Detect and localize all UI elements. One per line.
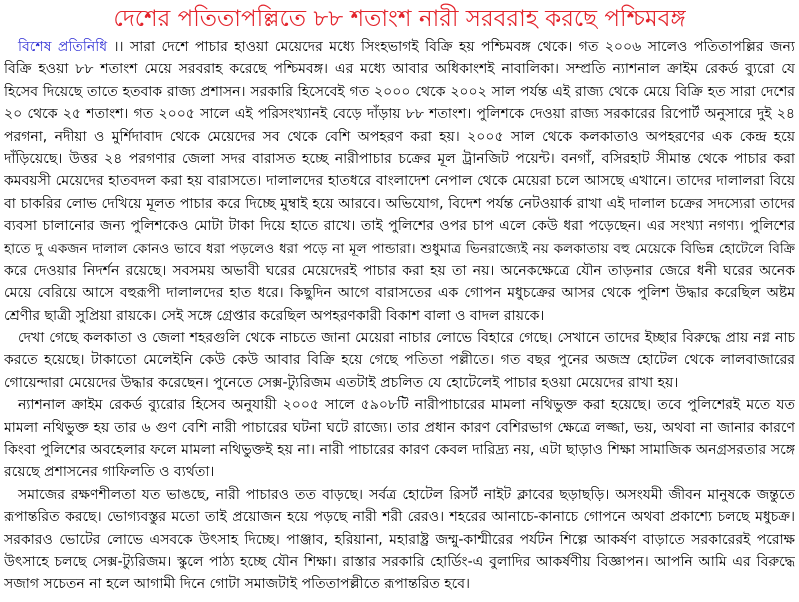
paragraph-line: হিসেব দিয়েছে তাতে হতবাক রাজ্য প্রশাসন। সরকারি হিসেবেই গত ২০০০ থেকে ২০০২ সাল পর্যন্ত এই রাজ্য থেকে মেয়ে বিক্রি হত সারা দেশের (4, 83, 795, 100)
paragraph-line: দাঁড়িয়েছে। উত্তর ২৪ পরগণার জেলা সদর বারাসত হচ্ছে নারীপাচার চক্রের মূল ট্রানজিট পয়েন্ট। বনগাঁ, বসিরহাট সীমান্ত থেকে পাচার করা (4, 150, 795, 167)
headline: দেশের পতিতাপল্লিতে ৮৮ শতাংশ নারী সরবরাহ করছে পশ্চিমবঙ্গ (113, 6, 686, 32)
article-body (4, 36, 795, 600)
paragraph-line: সমাজের রক্ষণশীলতা যত ভাঙছে, নারী পাচারও তত বাড়ছে। সর্বত্র হোটেল রিসর্ট নাইট ক্লাবের ছড়াছড়ি। অসংযমী জীবন মানুষকে জন্তুতে (18, 486, 795, 503)
paragraph-line: সজাগ সচেতন না হলে আগামী দিনে গোটা সমাজটাই পতিতাপল্লীতে রূপান্তরিত হবে। (4, 576, 471, 593)
paragraph-3 (4, 394, 795, 484)
paragraph-line: উৎসাহে চলছে সেক্স-ট্যুরিজম। স্কুলে পাঠ্য হচ্ছে যৌন শিক্ষা। রাস্তার সরকারি হোর্ডিং-এ বুলাদির আকর্ষণীয় বিজ্ঞাপন। আপনি আমি এর বিরুদ্ধে (4, 553, 795, 570)
paragraph-line: সরকারও ভোটের লোভে এসবকে উৎসাহ দিচ্ছে। পাঞ্জাব, হরিয়ানা, মহারাষ্ট্র জম্মু-কাশ্মীরের পর্যটন শিল্পে আকর্ষণ বাড়াতে সরকারেরই পরোক্ষ (4, 531, 795, 548)
paragraph-line: কিংবা পুলিশের অবহেলার ফলে মামলা নথিভুক্তই হয় না। নারী পাচারের কারণ কেবল দারিদ্র্য নয়, এটা ছাড়াও শিক্ষা সামাজিক অনগ্রসরতার সঙ্গে (4, 442, 795, 459)
paragraph-line: পরগনা, নদীয়া ও মুর্শিদাবাদ থেকে মেয়েদের সব থেকে বেশি অপহরণ করা হয়। ২০০৫ সাল থেকে কলকাতাও অপহরণের এক কেন্দ্র হয়ে (4, 128, 795, 145)
paragraph-line: রূপান্তরিত করছে। ভোগ্যবস্তুর মতো তাই প্রয়োজন হয়ে পড়ছে নারী শরী রেরও। শহরের আনাচে-কানাচে গোপনে অথবা প্রকাশ্যে চলছে মধুচক্র। (4, 509, 795, 526)
paragraph-line: কমবয়সী মেয়েদের হাতবদল করা হয় বারাসতে। দালালদের হাতধরে বাংলাদেশ নেপাল থেকে মেয়েরা চলে আসছে এখানে। তাদের দালালরা বিয়ে (4, 173, 795, 190)
paragraph-line: ন্যাশনাল ক্রাইম রেকর্ড ব্যুরোর হিসেব অনুযায়ী ২০০৫ সালে ৫৯০৮টি নারীপাচারের মামলা নথিভুক্ত করা হয়েছে। তবে পুলিশেরই মতে যত (18, 397, 795, 414)
byline: বিশেষ প্রতিনিধি (18, 39, 108, 55)
paragraph-line: শ্রেণীর ছাত্রী সুপ্রিয়া রায়কে। সেই সঙ্গে গ্রেপ্তার করেছিল অপহরণকারী বিকাশ বালা ও বাদল রায়কে। (4, 307, 545, 324)
paragraph-line: ২০ থেকে ২৫ শতাংশ। গত ২০০৫ সালে এই পরিসংখ্যানই বেড়ে দাঁড়ায় ৮৮ শতাংশ। পুলিশকে দেওয়া রাজ্য সরকারের রিপোর্ট অনুসারে দুই ২৪ (4, 106, 795, 123)
paragraph-line: বিক্রি হওয়া ৮৮ শতাংশ মেয়ে সরবরাহ করেছে পশ্চিমবঙ্গ। এর মধ্যে আবার অধিকাংশই নাবালিকা। সম্প্রতি ন্যাশনাল ক্রাইম রেকর্ড ব্যুরো যে (4, 61, 795, 78)
paragraph-4 (4, 484, 795, 596)
paragraph-line: হাতে দু একজন দালাল কোনও ভাবে ধরা পড়লেও ধরা পড়ে না মূল পান্ডারা। শুধুমাত্র ভিনরাজ্যেই নয় কলকাতায় বহু মেয়েকে বিভিন্ন হোটেলে বিক্রি (4, 240, 795, 257)
paragraph-line: মামলা নথিভুক্ত হয় তার ৬ গুণ বেশি নারী পাচারের ঘটনা ঘটে রাজ্যে। তার প্রধান কারণ বেশিরভাগ ক্ষেত্রে লজ্জা, ভয়, অথবা না জানার কারণে (4, 419, 795, 436)
paragraph-line: দেখা গেছে কলকাতা ও জেলা শহরগুলি থেকে নাচতে জানা মেয়েরা নাচার লোভে বিহারে গেছে। সেখানে তাদের ইচ্ছার বিরুদ্ধে প্রায় নগ্ন নাচ (18, 330, 795, 347)
paragraph-line: ব্যবসা চালানোর জন্য পুলিশকেও মোটা টাকা দিয়ে হাতে রাখে। তাই পুলিশের ওপর চাপ এলে কেউ ধরা পড়েছেন। এর সংখ্যা নগণ্য। পুলিশের (4, 218, 795, 235)
paragraph-line: গোয়েন্দারা মেয়েদের উদ্ধার করেছেন। পুনেতে সেক্স-ট্যুরিজম এতটাই প্রচলিত যে হোটেলেই পাচার হওয়া মেয়েদের রাখা হয়। (4, 374, 679, 391)
paragraph-line: রয়েছে প্রশাসনের গাফিলতি ও ব্যর্থতা। (4, 464, 215, 481)
paragraph-2 (4, 327, 795, 394)
paragraph-line: বা চাকরির লোভ দেখিয়ে মূলত পাচার করে দিচ্ছে মুম্বাই হয়ে আরবে। অভিযোগ, বিদেশ পর্যন্ত নেটওয়ার্ক রাখা এই দালাল চক্রের সদস্যেরা তাদের (4, 195, 795, 212)
paragraph-1 (4, 36, 795, 327)
paragraph-line: মেয়ে বেরিয়ে আসে বহুরূপী দালালদের হাত ধরে। কিছুদিন আগে বারাসতের এক গোপন মধুচক্রের আসর থেকে পুলিশ উদ্ধার করেছিল অষ্টম (4, 285, 795, 302)
paragraph-line (4, 36, 795, 58)
paragraph-line: করতে হয়েছে। টাকাতো মেলেইনি কেউ কেউ আবার বিক্রি হয়ে গেছে পতিতা পল্লীতে। গত বছর পুনের অজস্র হোটেল থেকে লালবাজারের (4, 352, 795, 369)
paragraph-line: করে দেওয়ার নিদর্শন রয়েছে। সবসময় অভাবী ঘরের মেয়েদেরই পাচার করা হয় তা নয়। অনেকক্ষেত্রে যৌন তাড়নার জেরে ধনী ঘরের অনেক (4, 262, 795, 279)
paragraph-line-text: ।। সারা দেশে পাচার হাওয়া মেয়েদের মধ্যে সিংহভাগই বিক্রি হয় পশ্চিমবঙ্গ থেকে। গত ২০০৬ সালেও পতিতাপল্লির জন্য (113, 39, 795, 55)
